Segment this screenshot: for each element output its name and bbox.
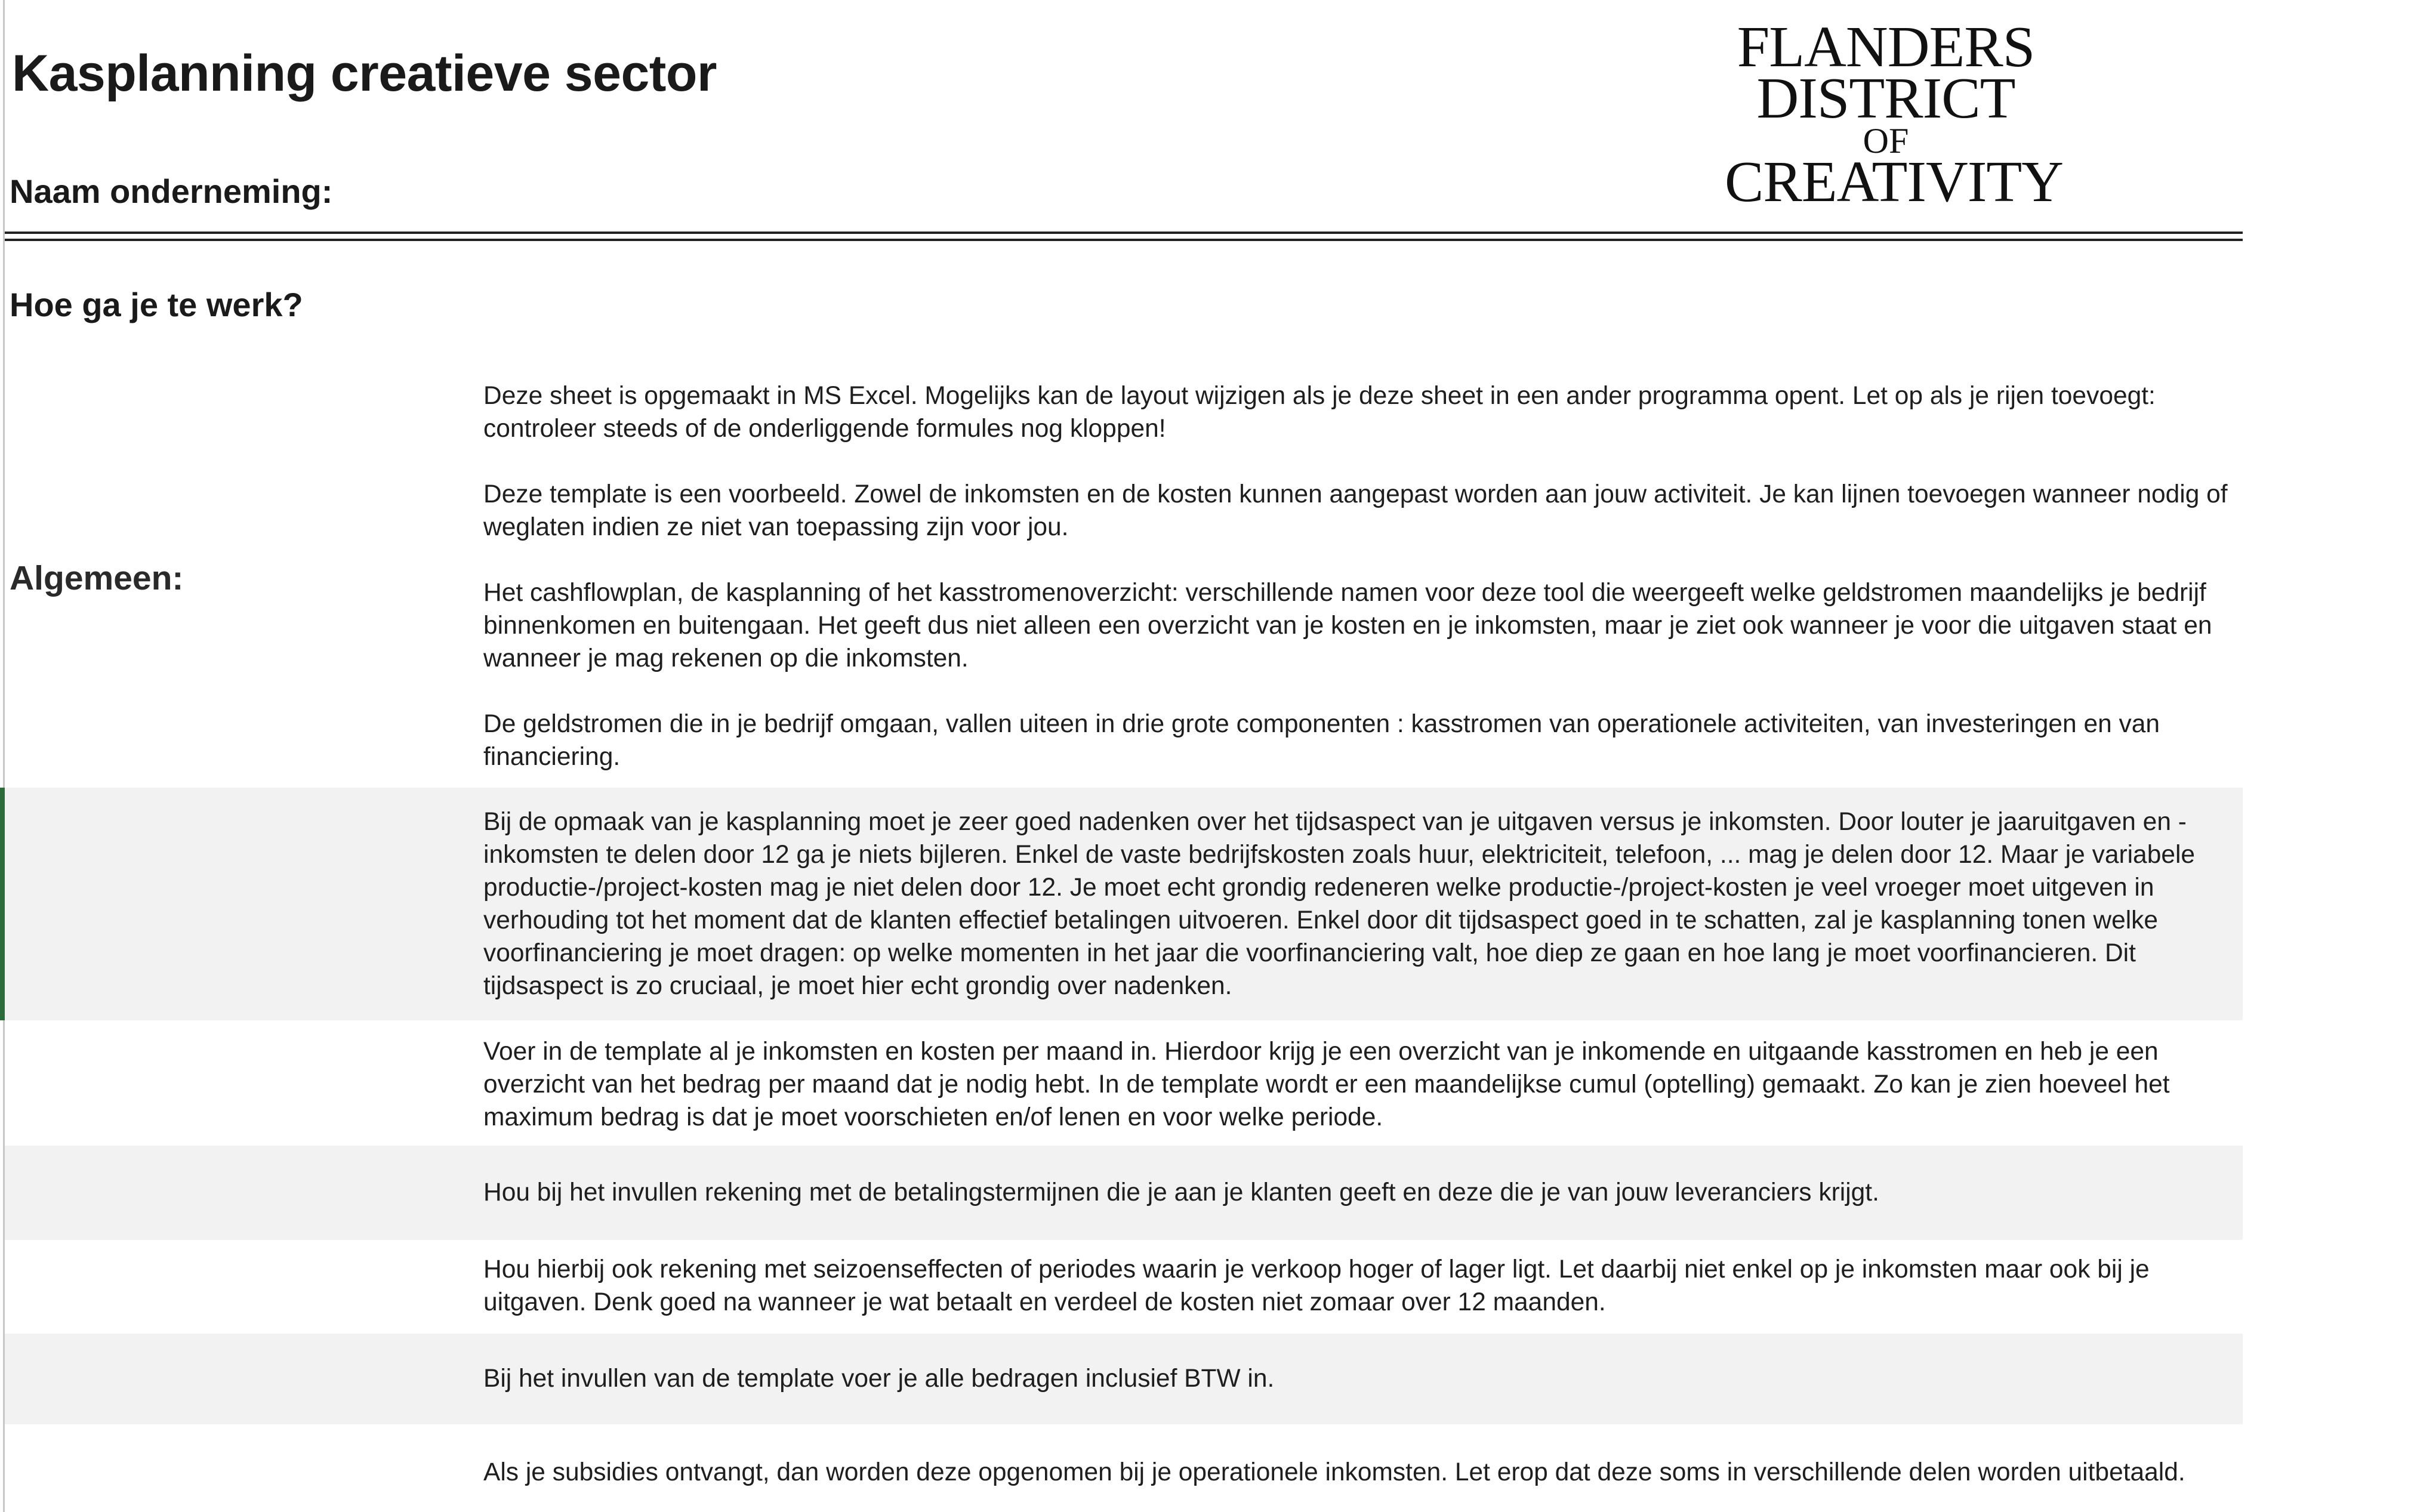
logo-line-4: CREATIVITY	[1725, 150, 2064, 214]
header-divider	[5, 232, 2243, 241]
logo-line-2: DISTRICT	[1756, 66, 2015, 131]
paragraph-cash-components: De geldstromen die in je bedrijf omgaan, vallen uiteen in drie grote componenten : kasstromen van operationele activiteiten, van investeringen en van financiering.	[483, 710, 2160, 771]
logo-line-3: OF	[1863, 121, 1909, 161]
page-title: Kasplanning creatieve sector	[12, 45, 717, 102]
paragraph-cashflow-definition: Het cashflowplan, de kasplanning of het kasstromenoverzicht: verschillende namen voor deze tool die weergeeft welke geldstromen maandelijks je bedrijf binnenkomen en buitengaan. Het geeft dus niet alleen een overzicht van je kosten en je inkomsten, maar je ziet ook wanneer je voor die uitgaven staat en wanneer je mag rekenen op die inkomsten.	[483, 579, 2212, 672]
paragraph-vat: Bij het invullen van de template voer je alle bedragen inclusief BTW in.	[483, 1365, 1275, 1393]
logo-line-1: FLANDERS	[1737, 15, 2035, 79]
paragraph-template-example: Deze template is een voorbeeld. Zowel de inkomsten en de kosten kunnen aangepast worden aan jouw activiteit. Je kan lijnen toevoegen wanneer nodig of weglaten indien ze niet van toepassing zijn voor jou.	[483, 480, 2228, 541]
paragraph-subsidies: Als je subsidies ontvangt, dan worden deze opgenomen bij je operationele inkomsten. Let erop dat deze soms in verschillende delen worden uitbetaald.	[483, 1458, 2185, 1486]
sheet-left-border	[3, 0, 5, 1512]
paragraph-seasonal-effects: Hou hierbij ook rekening met seizoenseffecten of periodes waarin je verkoop hoger of lager ligt. Let daarbij niet enkel op je inkomsten maar ook bij je uitgaven. Denk goed na wanneer je wat betaalt en verdeel de kosten niet zomaar over 12 maanden.	[483, 1255, 2150, 1316]
section-heading: Hoe ga je te werk?	[10, 286, 303, 323]
flanders-district-of-creativity-logo	[1725, 15, 2064, 214]
company-name-label: Naam onderneming:	[10, 172, 333, 210]
paragraph-payment-terms: Hou bij het invullen rekening met de betalingstermijnen die je aan je klanten geeft en deze die je van jouw leveranciers krijgt.	[483, 1178, 1879, 1206]
paragraph-timing-aspect: Bij de opmaak van je kasplanning moet je zeer goed nadenken over het tijdsaspect van je uitgaven versus je inkomsten. Door louter je jaaruitgaven en -inkomsten te delen door 12 ga je niets bijleren. Enkel de vaste bedrijfskosten zoals huur, elektriciteit, telefoon, ... mag je delen door 12. Maar je variabele productie-/project-kosten mag je niet delen door 12. Je moet echt grondig redeneren welke productie-/project-kosten je veel vroeger moet uitgeven in verhouding tot het moment dat de klanten effectief betalingen uitvoeren. Enkel door dit tijdsaspect goed in te schatten, zal je kasplanning tonen welke voorfinanciering je moet dragen: op welke momenten in het jaar die voorfinanciering valt, hoe diep ze gaan en hoe lang je moet voorfinancieren. Dit tijdsaspect is zo cruciaal, je moet hier echt grondig over nadenken.	[483, 808, 2196, 1000]
row-selection-marker	[0, 788, 5, 1020]
paragraph-excel-note: Deze sheet is opgemaakt in MS Excel. Mogelijks kan de layout wijzigen als je deze sheet in een ander programma opent. Let op als je rijen toevoegt: controleer steeds of de onderliggende formules nog kloppen!	[483, 382, 2156, 443]
general-label: Algemeen:	[10, 559, 184, 597]
paragraph-monthly-input: Voer in de template al je inkomsten en kosten per maand in. Hierdoor krijg je een overzicht van je inkomende en uitgaande kasstromen en heb je een overzicht van het bedrag per maand dat je nodig hebt. In de template wordt er een maandelijkse cumul (optelling) gemaakt. Zo kan je zien hoeveel het maximum bedrag is dat je moet voorschieten en/of lenen en voor welke periode.	[483, 1038, 2170, 1131]
